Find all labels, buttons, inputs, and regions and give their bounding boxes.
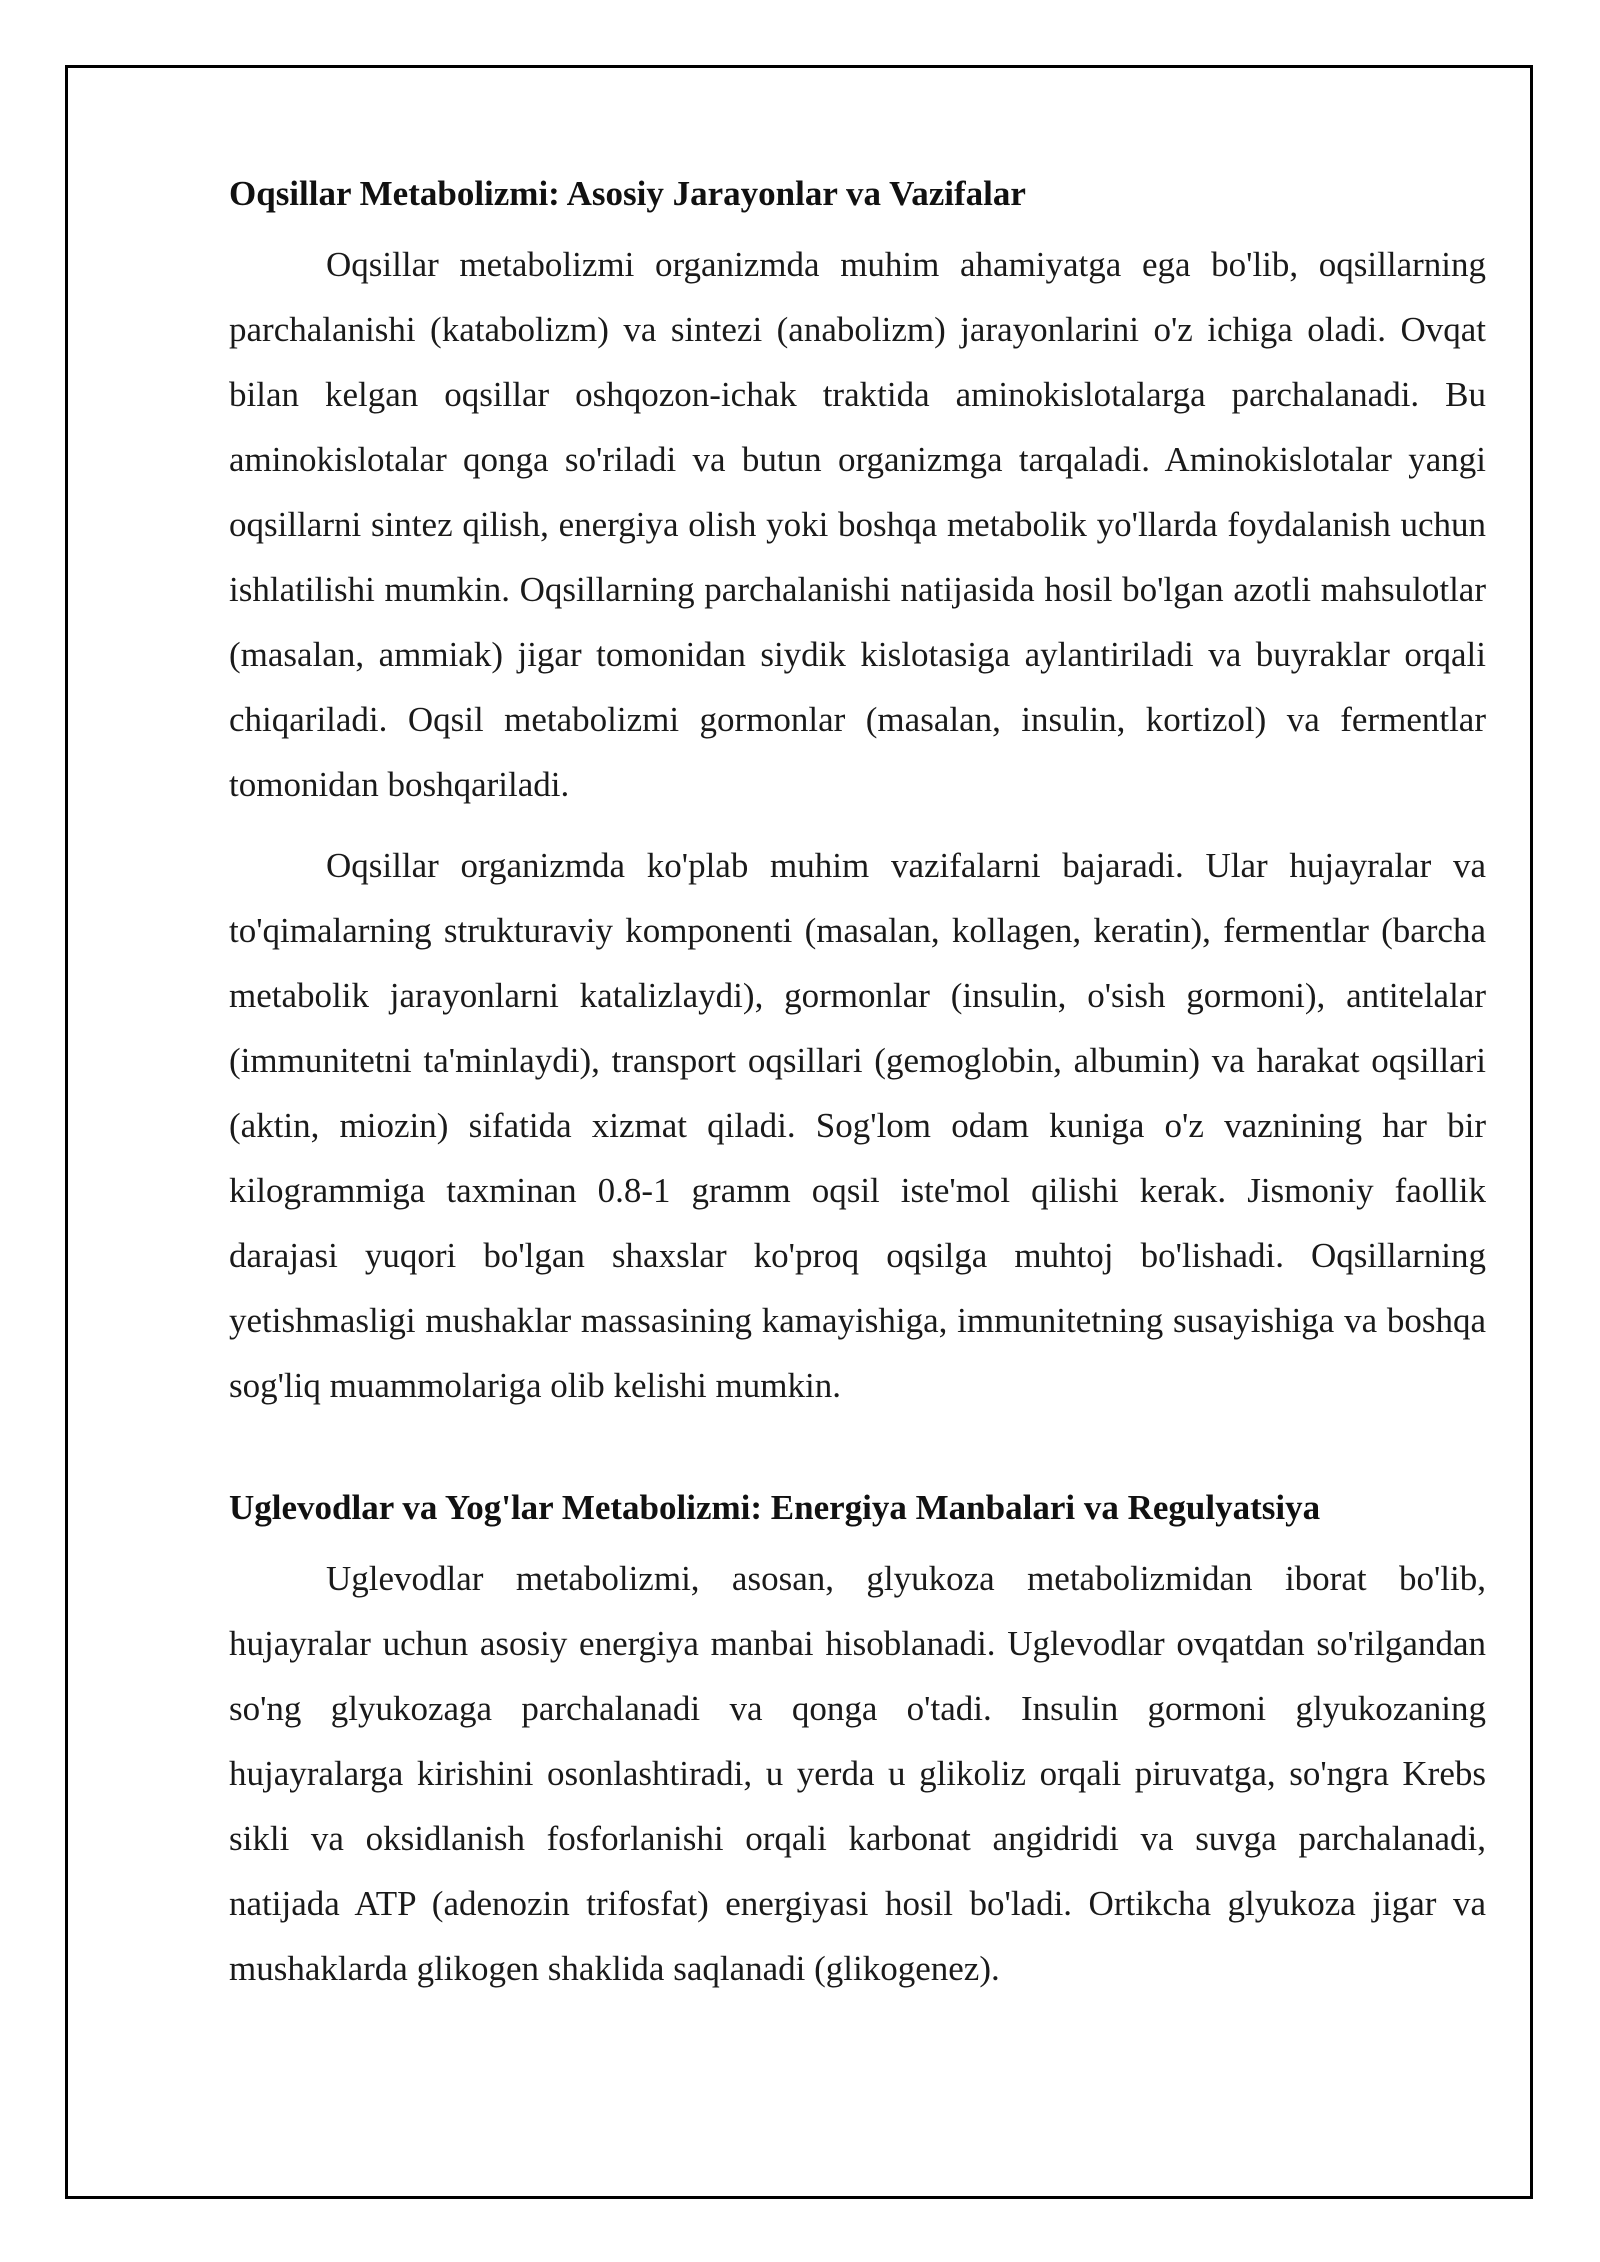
section-heading-protein-metabolism: Oqsillar Metabolizmi: Asosiy Jarayonlar va Vazifalar bbox=[229, 174, 1026, 213]
paragraph-protein-functions: Oqsillar organizmda ko'plab muhim vazifalarni bajaradi. Ular hujayralar va to'qimalarning strukturaviy komponenti (masalan, kollagen, keratin), fermentlar (barcha metabolik jarayonlarni katalizlaydi), gormonlar (insulin, o'sish gormoni), antitelalar (immunitetni ta'minlaydi), transport oqsillari (gemoglobin, albumin) va harakat oqsillari (aktin, miozin) sifatida xizmat qiladi. Sog'lom odam kuniga o'z vaznining har bir kilogrammiga taxminan 0.8-1 gramm oqsil iste'mol qilishi kerak. Jismoniy faollik darajasi yuqori bo'lgan shaxslar ko'proq oqsilga muhtoj bo'lishadi. Oqsillarning yetishmasligi mushaklar massasining kamayishiga, immunitetning susayishiga va boshqa sog'liq muammolariga olib kelishi mumkin. bbox=[229, 846, 1486, 1405]
paragraph-carbohydrate-metabolism: Uglevodlar metabolizmi, asosan, glyukoza metabolizmidan iborat bo'lib, hujayralar uchun asosiy energiya manbai hisoblanadi. Uglevodlar ovqatdan so'rilgandan so'ng glyukozaga parchalanadi va qonga o'tadi. Insulin gormoni glyukozaning hujayralarga kirishini osonlashtiradi, u yerda u glikoliz orqali piruvatga, so'ngra Krebs sikli va oksidlanish fosforlanishi orqali karbonat angidridi va suvga parchalanadi, natijada ATP (adenozin trifosfat) energiyasi hosil bo'ladi. Ortikcha glyukoza jigar va mushaklarda glikogen shaklida saqlanadi (glikogenez). bbox=[229, 1559, 1486, 1988]
document-body bbox=[229, 170, 1486, 2017]
section-heading-carbs-fats-metabolism: Uglevodlar va Yog'lar Metabolizmi: Energiya Manbalari va Regulyatsiya bbox=[229, 1488, 1321, 1527]
paragraph-protein-metabolism-process: Oqsillar metabolizmi organizmda muhim ahamiyatga ega bo'lib, oqsillarning parchalanishi (katabolizm) va sintezi (anabolizm) jarayonlarini o'z ichiga oladi. Ovqat bilan kelgan oqsillar oshqozon-ichak traktida aminokislotalarga parchalanadi. Bu aminokislotalar qonga so'riladi va butun organizmga tarqaladi. Aminokislotalar yangi oqsillarni sintez qilish, energiya olish yoki boshqa metabolik yo'llarda foydalanish uchun ishlatilishi mumkin. Oqsillarning parchalanishi natijasida hosil bo'lgan azotli mahsulotlar (masalan, ammiak) jigar tomonidan siydik kislotasiga aylantiriladi va buyraklar orqali chiqariladi. Oqsil metabolizmi gormonlar (masalan, insulin, kortizol) va fermentlar tomonidan boshqariladi. bbox=[229, 245, 1486, 804]
